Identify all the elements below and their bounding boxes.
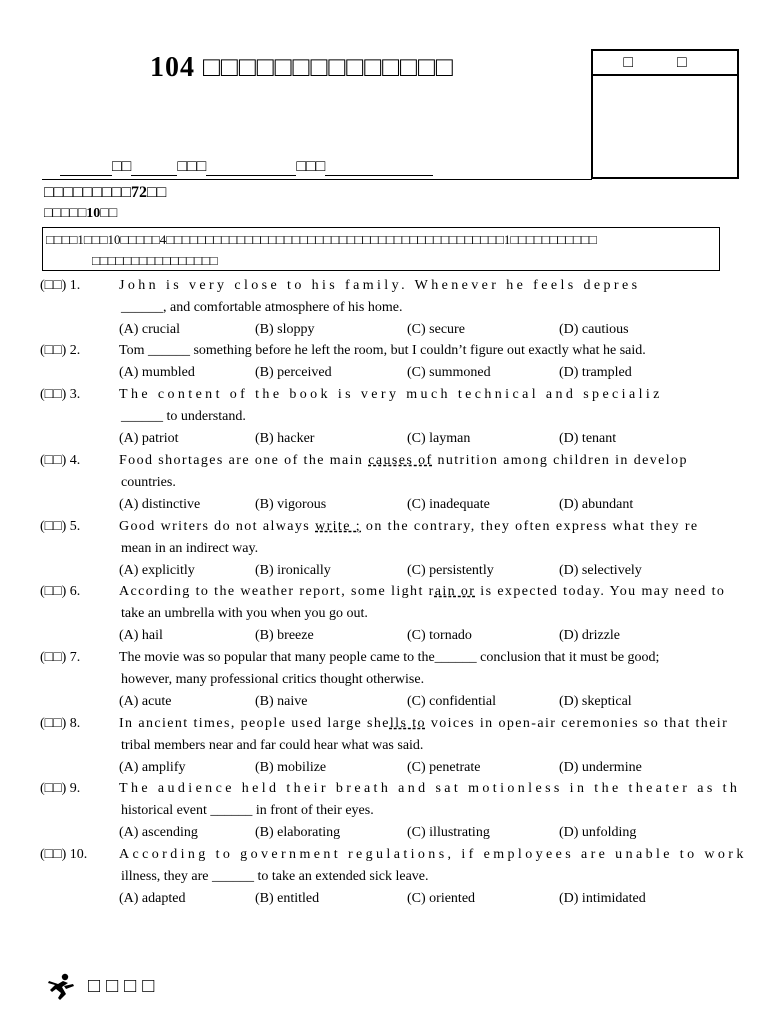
option-d[interactable]: (D) tenant bbox=[559, 431, 617, 446]
question-stem bbox=[119, 450, 688, 472]
option-d[interactable]: (D) drizzle bbox=[559, 628, 621, 643]
question-continuation: take an umbrella with you when you go out. bbox=[121, 606, 368, 621]
option-c[interactable]: (C) layman bbox=[407, 431, 471, 446]
instructions-box bbox=[42, 227, 720, 271]
question-continuation: however, many professional critics thought otherwise. bbox=[121, 672, 425, 687]
option-b[interactable]: (B) perceived bbox=[255, 365, 332, 380]
stem-part-b: is expected today. You may need to bbox=[475, 584, 726, 599]
option-c[interactable]: (C) illustrating bbox=[407, 825, 490, 840]
option-c[interactable]: (C) tornado bbox=[407, 628, 472, 643]
question-number: (□□) 1. bbox=[40, 278, 81, 293]
page-title: 104 □□□□□□□□□□□□□□ bbox=[150, 52, 454, 83]
stem-part-a: Food shortages are one of the main bbox=[119, 453, 369, 468]
question-continuation: illness, they are ______ to take an extended sick leave. bbox=[121, 869, 429, 884]
option-c[interactable]: (C) secure bbox=[407, 322, 465, 337]
name-label: □□□ bbox=[296, 158, 326, 175]
stem-underlined: ain or bbox=[434, 584, 476, 599]
header-divider bbox=[42, 179, 592, 180]
question-stem: The content of the book is very much technical and specializ bbox=[119, 387, 663, 402]
option-a[interactable]: (A) ascending bbox=[119, 825, 198, 840]
option-c[interactable]: (C) inadequate bbox=[407, 497, 490, 512]
stem-part-b: nutrition among children in develop bbox=[432, 453, 688, 468]
section-title: □□□□□□□□□72□□ bbox=[44, 184, 167, 201]
option-b[interactable]: (B) elaborating bbox=[255, 825, 341, 840]
question-continuation: historical event ______ in front of their eyes. bbox=[121, 803, 374, 818]
name-blank[interactable] bbox=[206, 160, 296, 176]
question-stem bbox=[119, 581, 725, 603]
stem-part-a: In ancient times, people used large she bbox=[119, 716, 390, 731]
class-blank[interactable] bbox=[60, 160, 112, 176]
option-b[interactable]: (B) ironically bbox=[255, 563, 331, 578]
option-d[interactable]: (D) abundant bbox=[559, 497, 634, 512]
option-b[interactable]: (B) breeze bbox=[255, 628, 314, 643]
score-label: □ □ bbox=[593, 51, 737, 76]
question-number: (□□) 9. bbox=[40, 781, 81, 796]
section-subtitle: □□□□□10□□ bbox=[44, 206, 118, 221]
option-d[interactable]: (D) trampled bbox=[559, 365, 632, 380]
instructions-line-2: □□□□□□□□□□□□□□□□ bbox=[92, 253, 218, 268]
question-number: (□□) 7. bbox=[40, 650, 81, 665]
question-continuation: countries. bbox=[121, 475, 176, 490]
stem-part-a: According to the weather report, some light r bbox=[119, 584, 435, 599]
option-d[interactable]: (D) selectively bbox=[559, 563, 642, 578]
question-stem: According to government regulations, if employees are unable to work bbox=[119, 847, 747, 862]
student-info-line bbox=[60, 158, 433, 176]
stem-part-b: on the contrary, they often express what they re bbox=[361, 519, 699, 534]
stem-part-b: voices in open-air ceremonies so that their bbox=[425, 716, 729, 731]
option-a[interactable]: (A) hail bbox=[119, 628, 163, 643]
option-b[interactable]: (B) naive bbox=[255, 694, 308, 709]
option-a[interactable]: (A) acute bbox=[119, 694, 172, 709]
option-c[interactable]: (C) summoned bbox=[407, 365, 491, 380]
option-d[interactable]: (D) unfolding bbox=[559, 825, 637, 840]
option-c[interactable]: (C) penetrate bbox=[407, 760, 481, 775]
question-number: (□□) 6. bbox=[40, 584, 81, 599]
option-d[interactable]: (D) undermine bbox=[559, 760, 642, 775]
option-d[interactable]: (D) intimidated bbox=[559, 891, 646, 906]
question-number: (□□) 8. bbox=[40, 716, 81, 731]
option-a[interactable]: (A) explicitly bbox=[119, 563, 195, 578]
option-d[interactable]: (D) cautious bbox=[559, 322, 629, 337]
option-a[interactable]: (A) distinctive bbox=[119, 497, 201, 512]
question-number: (□□) 10. bbox=[40, 847, 88, 862]
option-b[interactable]: (B) entitled bbox=[255, 891, 320, 906]
option-b[interactable]: (B) sloppy bbox=[255, 322, 315, 337]
score-box bbox=[591, 49, 739, 179]
question-number: (□□) 2. bbox=[40, 343, 81, 358]
stem-underlined: write ; bbox=[315, 519, 362, 534]
question-continuation: tribal members near and far could hear what was said. bbox=[121, 738, 424, 753]
question-continuation: ______ to understand. bbox=[121, 409, 246, 424]
option-d[interactable]: (D) skeptical bbox=[559, 694, 632, 709]
question-stem: John is very close to his family. Whenever he feels depres bbox=[119, 278, 641, 293]
question-stem: The audience held their breath and sat motionless in the theater as th bbox=[119, 781, 741, 796]
option-b[interactable]: (B) vigorous bbox=[255, 497, 327, 512]
option-b[interactable]: (B) mobilize bbox=[255, 760, 327, 775]
question-stem: Tom ______ something before he left the room, but I couldn’t figure out exactly what he said. bbox=[119, 343, 646, 358]
brand-name: □□□□ bbox=[88, 975, 161, 997]
stem-underlined: lls to bbox=[389, 716, 426, 731]
option-c[interactable]: (C) persistently bbox=[407, 563, 494, 578]
option-a[interactable]: (A) mumbled bbox=[119, 365, 195, 380]
question-number: (□□) 3. bbox=[40, 387, 81, 402]
question-stem: The movie was so popular that many people came to the______ conclusion that it must be good; bbox=[119, 650, 660, 665]
score-blank[interactable] bbox=[325, 160, 433, 176]
stem-underlined: causes of bbox=[368, 453, 433, 468]
stem-part-a: Good writers do not always bbox=[119, 519, 316, 534]
question-stem bbox=[119, 516, 699, 538]
option-b[interactable]: (B) hacker bbox=[255, 431, 315, 446]
class-label: □□ bbox=[112, 158, 132, 175]
option-a[interactable]: (A) patriot bbox=[119, 431, 179, 446]
question-continuation: ______, and comfortable atmosphere of his home. bbox=[121, 300, 403, 315]
question-number: (□□) 5. bbox=[40, 519, 81, 534]
seat-label: □□□ bbox=[177, 158, 207, 175]
option-a[interactable]: (A) crucial bbox=[119, 322, 181, 337]
option-a[interactable]: (A) amplify bbox=[119, 760, 186, 775]
option-c[interactable]: (C) confidential bbox=[407, 694, 497, 709]
running-figure-icon bbox=[46, 972, 76, 1002]
question-stem bbox=[119, 713, 728, 735]
number-blank[interactable] bbox=[131, 160, 177, 176]
option-a[interactable]: (A) adapted bbox=[119, 891, 186, 906]
instructions-line-1: □□□□1□□□10□□□□□4□□□□□□□□□□□□□□□□□□□□□□□□□□□□□□□□□□□□□□□□□□□1□□□□□□□□□□□ bbox=[46, 232, 597, 247]
question-number: (□□) 4. bbox=[40, 453, 81, 468]
question-continuation: mean in an indirect way. bbox=[121, 541, 259, 556]
option-c[interactable]: (C) oriented bbox=[407, 891, 476, 906]
